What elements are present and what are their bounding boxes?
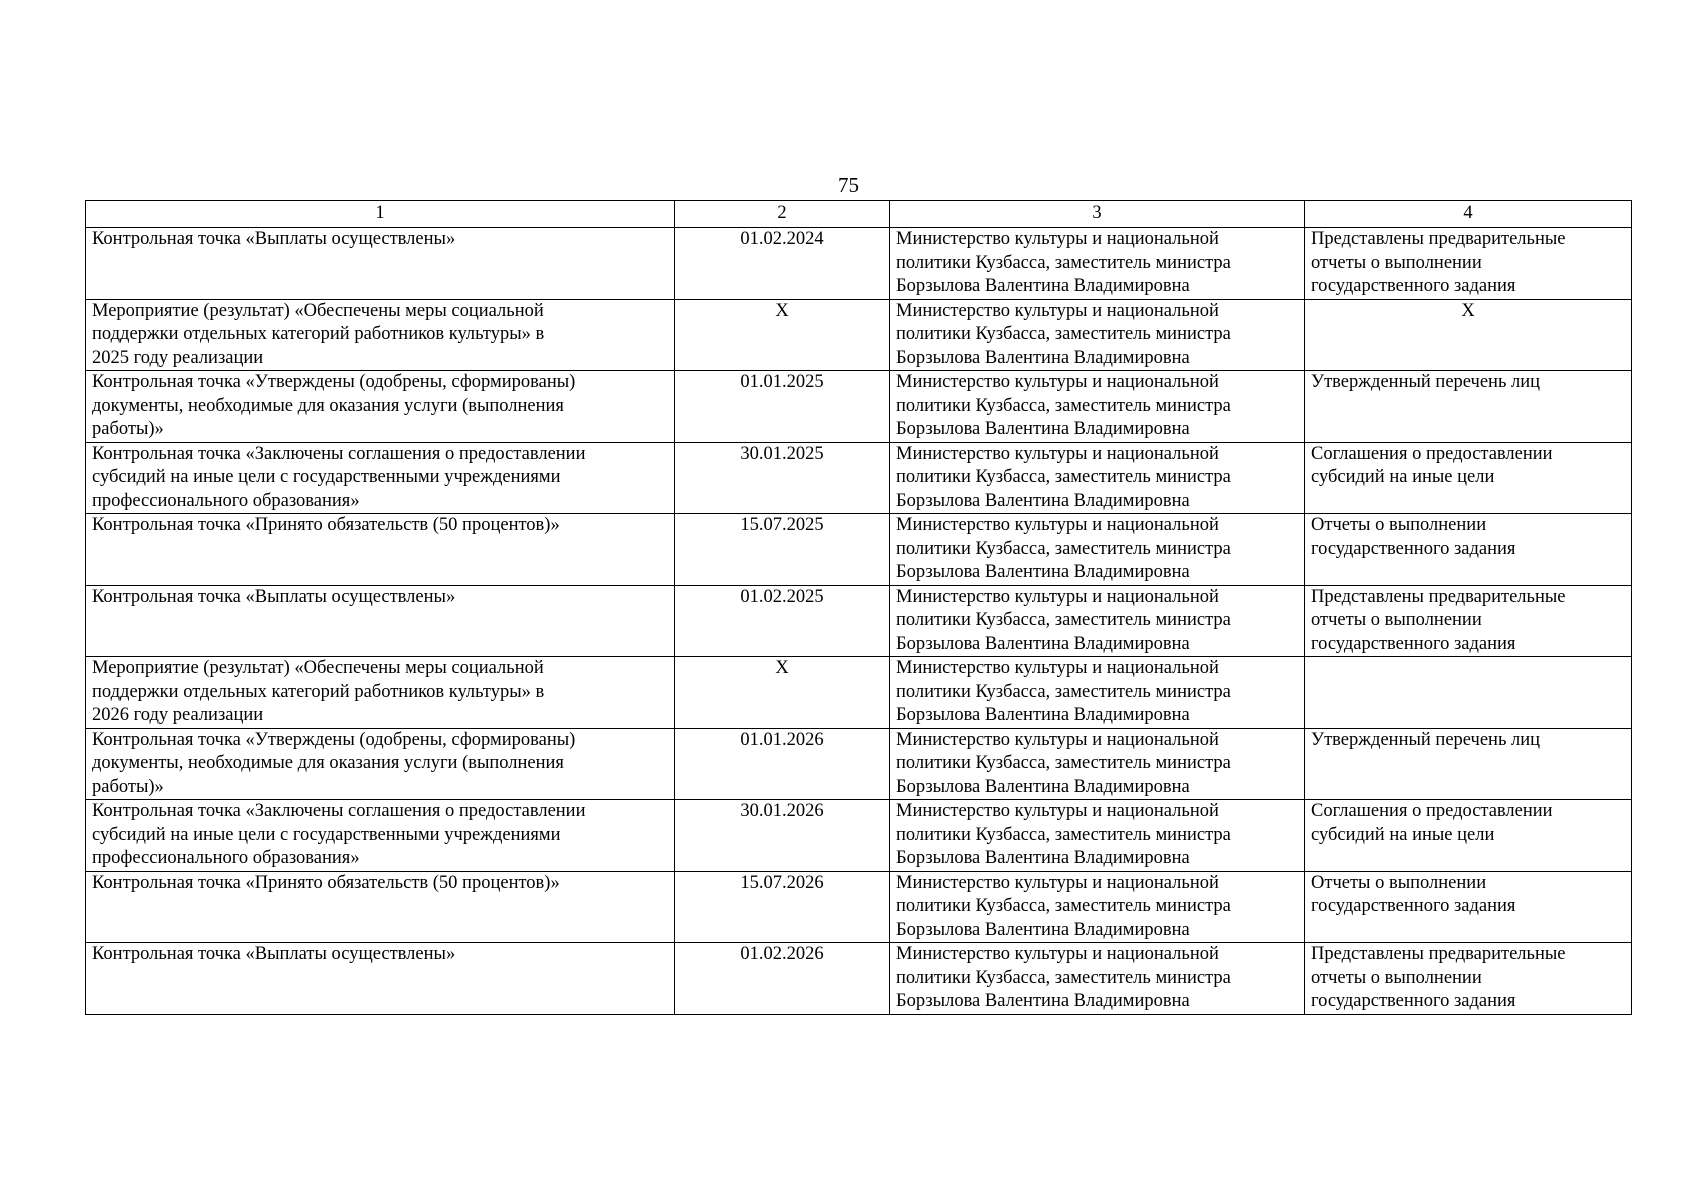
cell-date (675, 371, 890, 443)
cell-date (675, 585, 890, 657)
column-header-1: 1 (86, 201, 675, 228)
cell-result (1305, 800, 1632, 872)
cell-description (86, 871, 675, 943)
cell-date-text: 01.02.2026 (740, 944, 824, 964)
cell-responsible-text: Министерство культуры и национальной политики Кузбасса, заместитель министра Борзылова Валентина Владимировна (896, 372, 1231, 439)
cell-result (1305, 728, 1632, 800)
cell-description-text: Мероприятие (результат) «Обеспечены меры социальной поддержки отдельных категорий работников культуры» в 2025 году реализации (92, 300, 545, 368)
cell-responsible-text: Министерство культуры и национальной политики Кузбасса, заместитель министра Борзылова Валентина Владимировна (896, 658, 1231, 725)
cell-description (86, 371, 675, 443)
cell-description-text: Мероприятие (результат) «Обеспечены меры социальной поддержки отдельных категорий работников культуры» в 2026 году реализации (92, 658, 545, 725)
cell-date (675, 299, 890, 371)
cell-result-text: Соглашения о предоставлении субсидий на иные цели (1311, 801, 1553, 845)
cell-responsible-text: Министерство культуры и национальной политики Кузбасса, заместитель министра Борзылова Валентина Владимировна (896, 801, 1231, 868)
cell-result (1305, 442, 1632, 514)
cell-responsible-text: Министерство культуры и национальной политики Кузбасса, заместитель министра Борзылова Валентина Владимировна (896, 872, 1231, 940)
table-row (86, 943, 1632, 1015)
cell-responsible (890, 299, 1305, 371)
cell-responsible (890, 585, 1305, 657)
cell-result-text: Соглашения о предоставлении субсидий на иные цели (1311, 443, 1553, 487)
data-table (85, 200, 1632, 1015)
cell-result-text: Представлены предварительные отчеты о выполнении государственного задания (1311, 944, 1566, 1011)
cell-result-text: Утвержденный перечень лиц (1311, 372, 1541, 392)
cell-result (1305, 657, 1632, 729)
cell-responsible-text: Министерство культуры и национальной политики Кузбасса, заместитель министра Борзылова Валентина Владимировна (896, 586, 1231, 654)
cell-date (675, 442, 890, 514)
cell-description (86, 299, 675, 371)
table-row (86, 800, 1632, 872)
cell-description-text: Контрольная точка «Принято обязательств (50 процентов)» (92, 872, 560, 893)
cell-description (86, 228, 675, 300)
page-number: 75 (838, 173, 859, 197)
cell-result-text: Представлены предварительные отчеты о выполнении государственного задания (1311, 586, 1566, 654)
table-row (86, 728, 1632, 800)
cell-responsible (890, 871, 1305, 943)
table-row (86, 299, 1632, 371)
cell-result (1305, 943, 1632, 1015)
cell-result-text: Утвержденный перечень лиц (1311, 729, 1541, 750)
cell-description (86, 585, 675, 657)
cell-responsible (890, 371, 1305, 443)
cell-date-text: 01.02.2025 (740, 586, 824, 607)
cell-responsible-text: Министерство культуры и национальной политики Кузбасса, заместитель министра Борзылова Валентина Владимировна (896, 443, 1231, 511)
cell-date (675, 228, 890, 300)
table-body (86, 201, 1632, 1015)
cell-description-text: Контрольная точка «Утверждены (одобрены, сформированы) документы, необходимые для оказания услуги (выполнения работы)» (92, 372, 576, 439)
cell-date-text: X (775, 300, 789, 321)
cell-result-text: X (1461, 300, 1475, 321)
cell-description (86, 514, 675, 586)
cell-date (675, 943, 890, 1015)
table-row (86, 228, 1632, 300)
cell-date-text: X (775, 658, 789, 678)
cell-date-text: 01.01.2026 (740, 729, 824, 750)
cell-result (1305, 228, 1632, 300)
cell-date-text: 15.07.2026 (740, 872, 824, 893)
column-header-2: 2 (675, 201, 890, 228)
cell-responsible (890, 514, 1305, 586)
cell-responsible-text: Министерство культуры и национальной политики Кузбасса, заместитель министра Борзылова Валентина Владимировна (896, 300, 1231, 368)
cell-description-text: Контрольная точка «Выплаты осуществлены» (92, 944, 456, 964)
cell-date (675, 657, 890, 729)
cell-result-text: Представлены предварительные отчеты о выполнении государственного задания (1311, 229, 1566, 296)
table-row (86, 585, 1632, 657)
cell-responsible-text: Министерство культуры и национальной политики Кузбасса, заместитель министра Борзылова Валентина Владимировна (896, 515, 1231, 582)
table-row (86, 514, 1632, 586)
cell-responsible-text: Министерство культуры и национальной политики Кузбасса, заместитель министра Борзылова Валентина Владимировна (896, 944, 1231, 1011)
cell-result (1305, 514, 1632, 586)
cell-description-text: Контрольная точка «Заключены соглашения о предоставлении субсидий на иные цели с государственными учреждениями профессионального образования» (92, 443, 586, 511)
cell-result (1305, 871, 1632, 943)
column-header-3: 3 (890, 201, 1305, 228)
cell-responsible (890, 943, 1305, 1015)
cell-description-text: Контрольная точка «Утверждены (одобрены, сформированы) документы, необходимые для оказания услуги (выполнения работы)» (92, 729, 576, 797)
cell-date (675, 871, 890, 943)
cell-date (675, 514, 890, 586)
cell-date (675, 800, 890, 872)
cell-description (86, 800, 675, 872)
cell-responsible-text: Министерство культуры и национальной политики Кузбасса, заместитель министра Борзылова Валентина Владимировна (896, 729, 1231, 797)
table-row (86, 657, 1632, 729)
cell-date-text: 30.01.2025 (740, 443, 824, 464)
cell-responsible (890, 800, 1305, 872)
cell-responsible (890, 228, 1305, 300)
cell-description-text: Контрольная точка «Заключены соглашения о предоставлении субсидий на иные цели с государственными учреждениями профессионального образования» (92, 801, 586, 868)
table-row (86, 442, 1632, 514)
cell-description-text: Контрольная точка «Принято обязательств (50 процентов)» (92, 515, 560, 535)
cell-description (86, 728, 675, 800)
cell-result (1305, 299, 1632, 371)
table-row (86, 871, 1632, 943)
cell-description (86, 943, 675, 1015)
cell-date-text: 15.07.2025 (740, 515, 824, 535)
cell-date-text: 30.01.2026 (740, 801, 824, 821)
cell-date-text: 01.01.2025 (740, 372, 824, 392)
table-row (86, 371, 1632, 443)
cell-description-text: Контрольная точка «Выплаты осуществлены» (92, 229, 456, 249)
cell-result-text: Отчеты о выполнении государственного задания (1311, 872, 1516, 916)
cell-date-text: 01.02.2024 (740, 229, 824, 249)
table-header-row (86, 201, 1632, 228)
cell-description (86, 657, 675, 729)
cell-date (675, 728, 890, 800)
cell-responsible (890, 657, 1305, 729)
cell-result (1305, 371, 1632, 443)
cell-result (1305, 585, 1632, 657)
cell-responsible (890, 728, 1305, 800)
column-header-4: 4 (1305, 201, 1632, 228)
cell-responsible (890, 442, 1305, 514)
cell-responsible-text: Министерство культуры и национальной политики Кузбасса, заместитель министра Борзылова Валентина Владимировна (896, 229, 1231, 296)
cell-description-text: Контрольная точка «Выплаты осуществлены» (92, 586, 456, 607)
cell-result-text: Отчеты о выполнении государственного задания (1311, 515, 1516, 559)
cell-description (86, 442, 675, 514)
